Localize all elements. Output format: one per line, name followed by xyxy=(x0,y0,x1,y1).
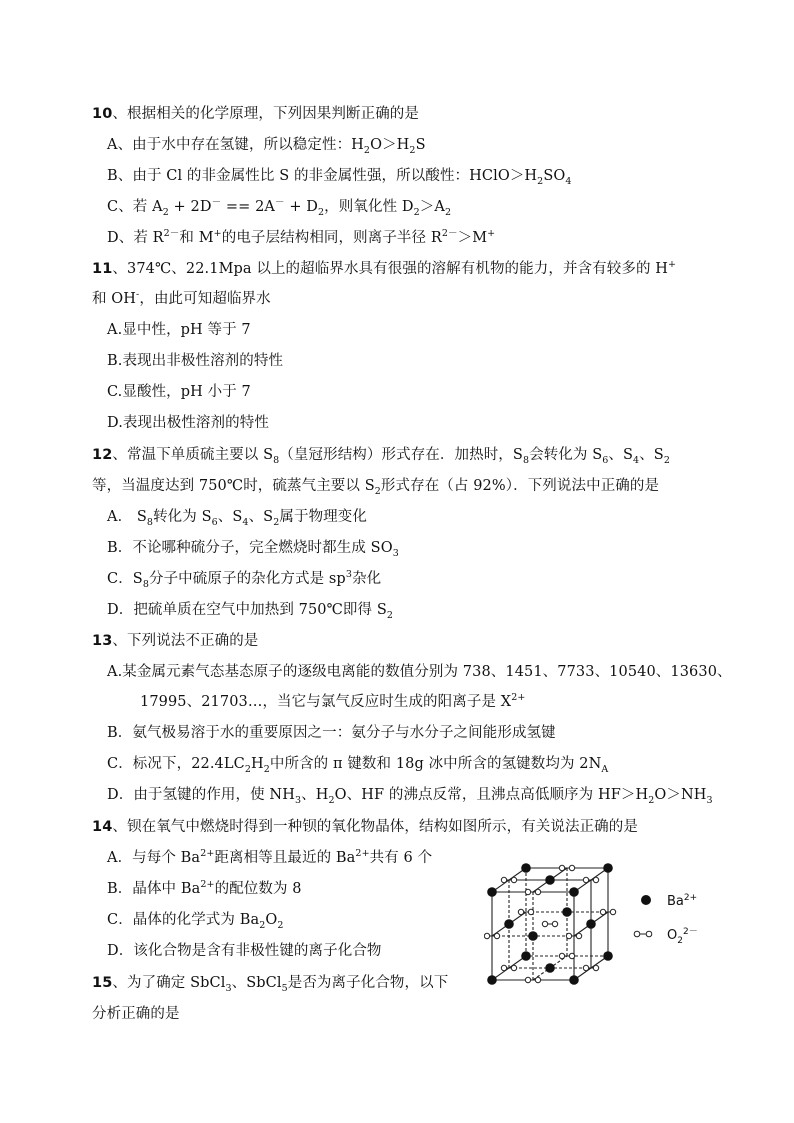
text-segment: 2 xyxy=(244,763,251,775)
question-15 xyxy=(92,974,448,992)
legend-o2-label xyxy=(667,927,698,946)
text-segment: D.表现出极性溶剂的特性 xyxy=(107,415,269,431)
o-atom xyxy=(610,909,615,914)
ba-ion xyxy=(528,931,538,941)
text-segment: B、由于 Cl 的非金属性比 S 的非金属性强，所以酸性：HClO＞H xyxy=(107,168,538,184)
legend-o-atom xyxy=(646,931,652,937)
q12-option-b xyxy=(107,539,399,557)
o-atom xyxy=(542,921,547,926)
text-segment: 2 xyxy=(363,144,371,156)
o-atom xyxy=(583,877,588,882)
text-segment: C.显酸性，pH 小于 7 xyxy=(107,384,251,400)
legend-ba-marker xyxy=(641,895,651,905)
ba-ion xyxy=(487,975,497,985)
text-segment: D．把硫单质在空气中加热到 750℃即得 S xyxy=(107,602,387,618)
question-13 xyxy=(92,632,258,650)
text-segment: C、若 A xyxy=(107,199,163,215)
text-segment: 8 xyxy=(142,578,149,590)
text-segment: B．晶体中 Ba xyxy=(107,881,201,897)
text-segment: 4 xyxy=(242,516,249,528)
q10-option-c xyxy=(107,198,451,216)
o-atom xyxy=(528,909,533,914)
text-segment: 2+ xyxy=(200,848,215,860)
text-segment: 6 xyxy=(211,516,218,528)
q12-option-a xyxy=(107,508,367,526)
text-segment: 分子中硫原子的杂化方式是 sp xyxy=(148,571,346,587)
text-segment: 2－ xyxy=(441,228,458,240)
text-segment: 17995、21703…，当它与氯气反应时生成的阳离子是 X xyxy=(140,694,512,710)
text-segment: 2 xyxy=(273,516,280,528)
text-segment: A.某金属元素气态基态原子的逐级电离能的数值分别为 738、1451、7733、10540、13630、 xyxy=(107,664,732,680)
text-segment: ＞A xyxy=(419,199,445,215)
text-segment: 2 xyxy=(648,794,655,806)
text-segment: 形式存在（占 92%）．下列说法中正确的是 xyxy=(380,478,660,494)
text-segment: 、S xyxy=(639,447,664,463)
text-segment: C．晶体的化学式为 Ba xyxy=(107,912,260,928)
text-segment: - xyxy=(136,289,140,301)
o-atom xyxy=(501,877,506,882)
text-segment: 2－ xyxy=(163,228,180,240)
text-segment: 、为了确定 SbCl xyxy=(112,975,226,991)
text-segment: － xyxy=(211,197,222,209)
text-segment: 3 xyxy=(345,569,352,581)
text-segment: 会转化为 S xyxy=(529,447,603,463)
text-segment: 、S xyxy=(608,447,634,463)
text-segment: ，由此可知超临界水 xyxy=(139,291,271,307)
ba-ion xyxy=(545,875,555,885)
text-segment: 、SbCl xyxy=(231,975,282,991)
text-segment: B.表现出非极性溶剂的特性 xyxy=(107,353,284,369)
text-segment: C．标况下，22.4LC xyxy=(107,756,245,772)
o-atom xyxy=(511,877,516,882)
o-atom xyxy=(569,953,574,958)
o-atom xyxy=(525,889,530,894)
ba-ion xyxy=(487,887,497,897)
text-segment: 2+ xyxy=(511,692,526,704)
text-segment: 2 xyxy=(318,206,325,218)
text-segment: 6 xyxy=(602,454,609,466)
o-atom xyxy=(484,933,489,938)
text-segment: 属于物理变化 xyxy=(279,509,367,525)
text-segment: 转化为 S xyxy=(153,509,212,525)
text-segment: 2+ xyxy=(355,848,370,860)
o-atom xyxy=(518,909,523,914)
ba-ion xyxy=(603,951,613,961)
o-atom xyxy=(569,865,574,870)
q14-option-a xyxy=(107,849,432,867)
text-segment: 和 OH xyxy=(92,291,137,307)
text-segment: 的配位数为 8 xyxy=(214,881,302,897)
question-number: 14 xyxy=(92,819,113,835)
text-segment: S xyxy=(415,137,426,153)
q13-option-a xyxy=(107,663,732,681)
text-segment: 4 xyxy=(565,175,572,187)
o-atom xyxy=(600,909,605,914)
text-segment: 8 xyxy=(146,516,154,528)
text-segment: C．S xyxy=(107,571,143,587)
q11-option-a xyxy=(107,321,251,339)
text-segment: + xyxy=(668,259,677,271)
text-segment: 杂化 xyxy=(351,571,382,587)
text-segment: D、若 R xyxy=(107,230,164,246)
q11-option-c xyxy=(107,383,251,401)
text-segment: SO xyxy=(543,168,566,184)
q12-option-d xyxy=(107,601,393,619)
ba-ion xyxy=(521,863,531,873)
text-segment: A． S xyxy=(107,509,147,525)
text-segment: 8 xyxy=(273,454,280,466)
text-segment: 2 xyxy=(328,794,335,806)
text-segment: 中所含的 π 键数和 18g 冰中所含的氢键数均为 2N xyxy=(269,756,602,772)
q11-option-d xyxy=(107,414,269,432)
q13-option-c xyxy=(107,755,608,773)
text-segment: + D xyxy=(284,199,319,215)
text-segment: + xyxy=(487,228,496,240)
q10-option-a xyxy=(107,136,426,154)
q14-option-d xyxy=(107,942,382,960)
text-segment: 3 xyxy=(706,794,713,806)
ba-ion xyxy=(521,951,531,961)
text-segment: 共有 6 个 xyxy=(369,850,433,866)
o-atom xyxy=(525,977,530,982)
text-segment: 、钡在氧气中燃烧时得到一种钡的氧化物晶体，结构如图所示，有关说法正确的是 xyxy=(112,819,638,835)
legend-ba-label xyxy=(667,893,697,909)
o-atom xyxy=(535,977,540,982)
text-segment: O＞NH xyxy=(654,787,707,803)
text-segment: D．该化合物是含有非极性键的离子化合物 xyxy=(107,943,382,959)
q11-stem-cont xyxy=(92,290,271,308)
ba-ion xyxy=(569,887,579,897)
o-atom xyxy=(494,933,499,938)
legend-o-sub: 2 xyxy=(677,936,683,946)
legend-o-atom xyxy=(634,931,640,937)
text-segment: 3 xyxy=(294,794,302,806)
text-segment: O＞H xyxy=(370,137,410,153)
ba-ion xyxy=(562,907,572,917)
text-segment: A.显中性，pH 等于 7 xyxy=(107,322,251,338)
text-segment: 2 xyxy=(409,144,416,156)
text-segment: ＞M xyxy=(457,230,488,246)
q10-option-d xyxy=(107,229,495,247)
text-segment: 2 xyxy=(162,206,169,218)
o-atom xyxy=(501,965,506,970)
text-segment: （皇冠形结构）形式存在．加热时，S xyxy=(279,447,523,463)
q13-option-b xyxy=(107,724,556,742)
text-segment: 等，当温度达到 750℃时，硫蒸气主要以 S xyxy=(92,478,375,494)
text-segment: 、374℃、22.1Mpa 以上的超临界水具有很强的溶解有机物的能力，并含有较多的 H xyxy=(112,261,669,277)
text-segment: 2 xyxy=(263,763,270,775)
question-number: 12 xyxy=(92,447,113,463)
q14-option-c xyxy=(107,911,284,929)
o-atom xyxy=(566,933,571,938)
text-segment: 的电子层结构相同，则离子半径 R xyxy=(221,230,442,246)
text-segment: 是否为离子化合物，以下 xyxy=(287,975,449,991)
ba-ion xyxy=(569,975,579,985)
text-segment: 2 xyxy=(374,485,381,497)
text-segment: 、下列说法不正确的是 xyxy=(112,633,259,649)
question-10 xyxy=(92,105,419,123)
text-segment: 2 xyxy=(259,919,266,931)
crystal-structure-figure xyxy=(484,860,734,990)
question-number: 10 xyxy=(92,106,113,122)
text-segment: 、S xyxy=(248,509,274,525)
text-segment: H xyxy=(250,756,264,772)
question-11 xyxy=(92,260,676,278)
o-atom xyxy=(559,865,564,870)
text-segment: 、常温下单质硫主要以 S xyxy=(112,447,274,463)
text-segment: 3 xyxy=(392,547,399,559)
o-atom xyxy=(559,953,564,958)
o-atom xyxy=(583,965,588,970)
q10-option-b xyxy=(107,167,572,185)
text-segment: 3 xyxy=(225,982,232,994)
text-segment: 分析正确的是 xyxy=(92,1006,180,1022)
text-segment: == 2A xyxy=(221,199,275,215)
q13-option-a-cont xyxy=(140,693,525,711)
text-segment: 2+ xyxy=(200,879,215,891)
text-segment: 和 M xyxy=(179,230,214,246)
text-segment: 2 xyxy=(663,454,670,466)
question-12 xyxy=(92,446,670,464)
text-segment: B．氨气极易溶于水的重要原因之一：氨分子与水分子之间能形成氢键 xyxy=(107,725,556,741)
text-segment: － xyxy=(275,197,285,209)
legend-ba-charge: 2+ xyxy=(683,893,698,903)
q12-option-c xyxy=(107,570,381,588)
text-segment: B．不论哪种硫分子，完全燃烧时都生成 SO xyxy=(107,540,393,556)
legend-o-base: O xyxy=(667,928,678,943)
legend-ba-base: Ba xyxy=(667,894,684,909)
q15-stem-cont xyxy=(92,1005,180,1023)
o-atom xyxy=(593,877,598,882)
text-segment: 5 xyxy=(281,982,288,994)
text-segment: 8 xyxy=(522,454,530,466)
text-segment: 、根据相关的化学原理，下列因果判断正确的是 xyxy=(112,106,419,122)
ba-ion xyxy=(603,863,613,873)
o-atom xyxy=(593,965,598,970)
text-segment: 、H xyxy=(301,787,329,803)
o-atom xyxy=(535,889,540,894)
text-segment: 2 xyxy=(386,609,394,621)
ba-ion xyxy=(586,919,596,929)
text-segment: 、S xyxy=(217,509,243,525)
question-number: 13 xyxy=(92,633,113,649)
question-number: 11 xyxy=(92,261,113,277)
text-segment: D．由于氢键的作用，使 NH xyxy=(107,787,295,803)
text-segment: 2 xyxy=(537,175,544,187)
o-atom xyxy=(552,921,557,926)
q14-option-b xyxy=(107,880,302,898)
text-segment: A、由于水中存在氢键，所以稳定性：H xyxy=(107,137,364,153)
legend-o-charge: 2－ xyxy=(682,927,698,937)
q12-stem-cont xyxy=(92,477,659,495)
question-14 xyxy=(92,818,638,836)
text-segment: 4 xyxy=(633,454,640,466)
q13-option-d xyxy=(107,786,713,804)
o-atom xyxy=(576,933,581,938)
text-segment: A．与每个 Ba xyxy=(107,850,201,866)
text-segment: 距离相等且最近的 Ba xyxy=(214,850,356,866)
text-segment: 2 xyxy=(444,206,452,218)
text-segment: 2 xyxy=(277,919,284,931)
text-segment: 2 xyxy=(413,206,420,218)
o-atom xyxy=(511,965,516,970)
text-segment: ，则氧化性 D xyxy=(324,199,414,215)
text-segment: A xyxy=(601,763,609,775)
ba-ion xyxy=(504,919,514,929)
ba-ion xyxy=(545,963,555,973)
text-segment: O xyxy=(265,912,278,928)
text-segment: O、HF 的沸点反常，且沸点高低顺序为 HF＞H xyxy=(334,787,649,803)
text-segment: + xyxy=(213,228,222,240)
q11-option-b xyxy=(107,352,283,370)
text-segment: + 2D xyxy=(168,199,212,215)
question-number: 15 xyxy=(92,975,113,991)
